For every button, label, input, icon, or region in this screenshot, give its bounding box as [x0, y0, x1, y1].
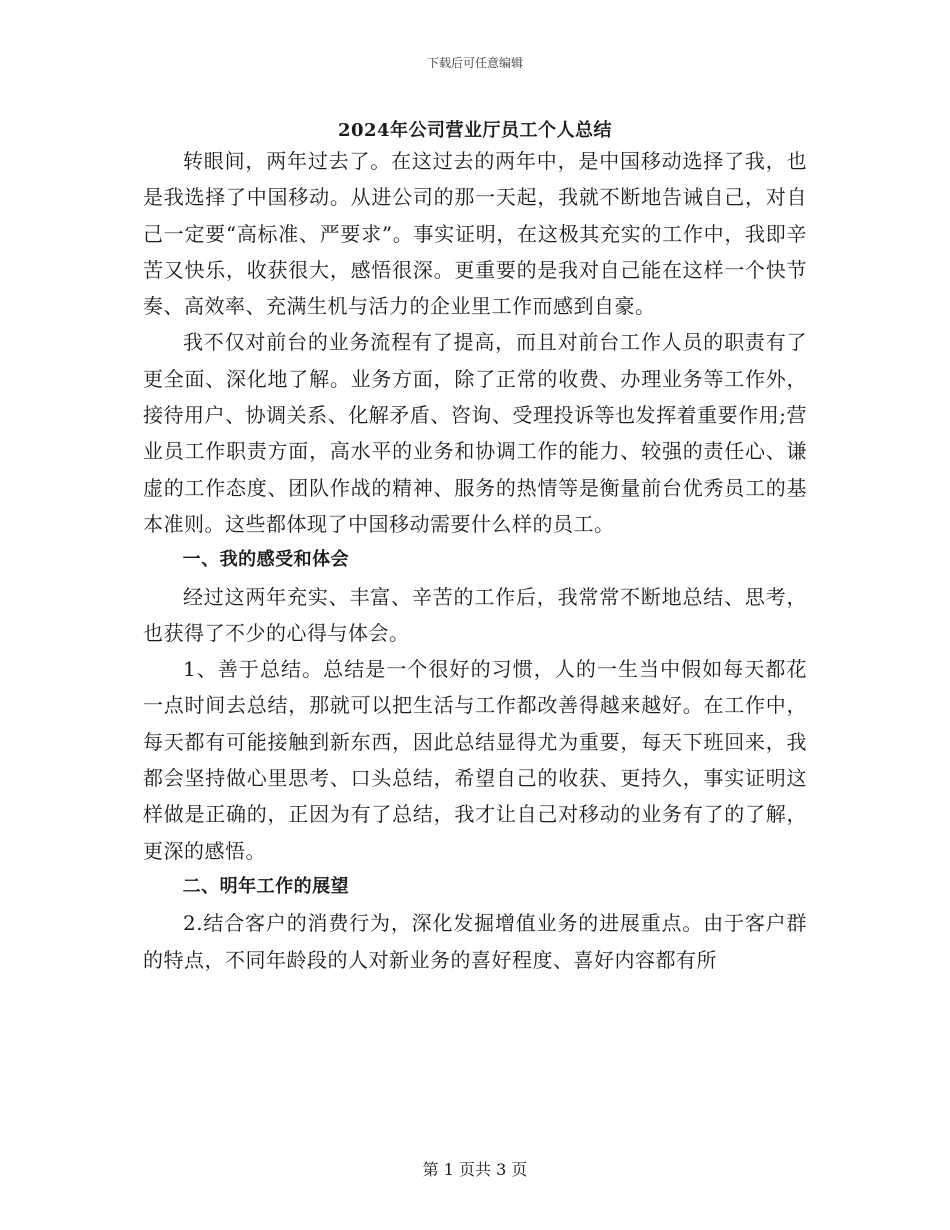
document-title: 2024年公司营业厅员工个人总结 — [337, 120, 613, 141]
page-number: 第 1 页共 3 页 — [422, 1160, 528, 1179]
header-note: 下载后可任意编辑 — [426, 56, 523, 70]
paragraph-outlook: 2.结合客户的消费行为，深化发掘增值业务的进展重点。由于客户群的特点，不同年龄段的人对新业务的喜好程度、喜好内容都有所 — [143, 911, 807, 972]
paragraph-summarize: 1、善于总结。总结是一个很好的习惯，人的一生当中假如每天都花一点时间去总结，那就可以把生活与工作都改善得越来越好。在工作中，每天都有可能接触到新东西，因此总结显得尤为重要，每天下班回来，我都会坚持做心里思考、口头总结，希望自己的收获、更持久，事实证明这样做是正确的，正因为有了总结，我才让自己对移动的业务有了的了解，更深的感悟。 — [143, 657, 807, 863]
paragraph-duties: 我不仅对前台的业务流程有了提高，而且对前台工作人员的职责有了更全面、深化地了解。业务方面，除了正常的收费、办理业务等工作外，接待用户、协调关系、化解矛盾、咨询、受理投诉等也发挥着重要作用;营业员工作职责方面，高水平的业务和协调工作的能力、较强的责任心、谦虚的工作态度、团队作战的精神、服务的热情等是衡量前台优秀员工的基本准则。这些都体现了中国移动需要什么样的员工。 — [143, 330, 807, 536]
paragraph-reflection: 经过这两年充实、丰富、辛苦的工作后，我常常不断地总结、思考，也获得了不少的心得与体会。 — [143, 584, 807, 645]
document-body — [143, 143, 807, 978]
paragraph-intro: 转眼间，两年过去了。在这过去的两年中，是中国移动选择了我，也是我选择了中国移动。从进公司的那一天起，我就不断地告诫自己，对自己一定要“高标准、严要求”。事实证明，在这极其充实的工作中，我即辛苦又快乐，收获很大，感悟很深。更重要的是我对自己能在这样一个快节奏、高效率、充满生机与活力的企业里工作而感到自豪。 — [143, 149, 807, 319]
section-heading-feelings: 一、我的感受和体会 — [182, 549, 350, 571]
section-heading-outlook: 二、明年工作的展望 — [182, 875, 350, 897]
